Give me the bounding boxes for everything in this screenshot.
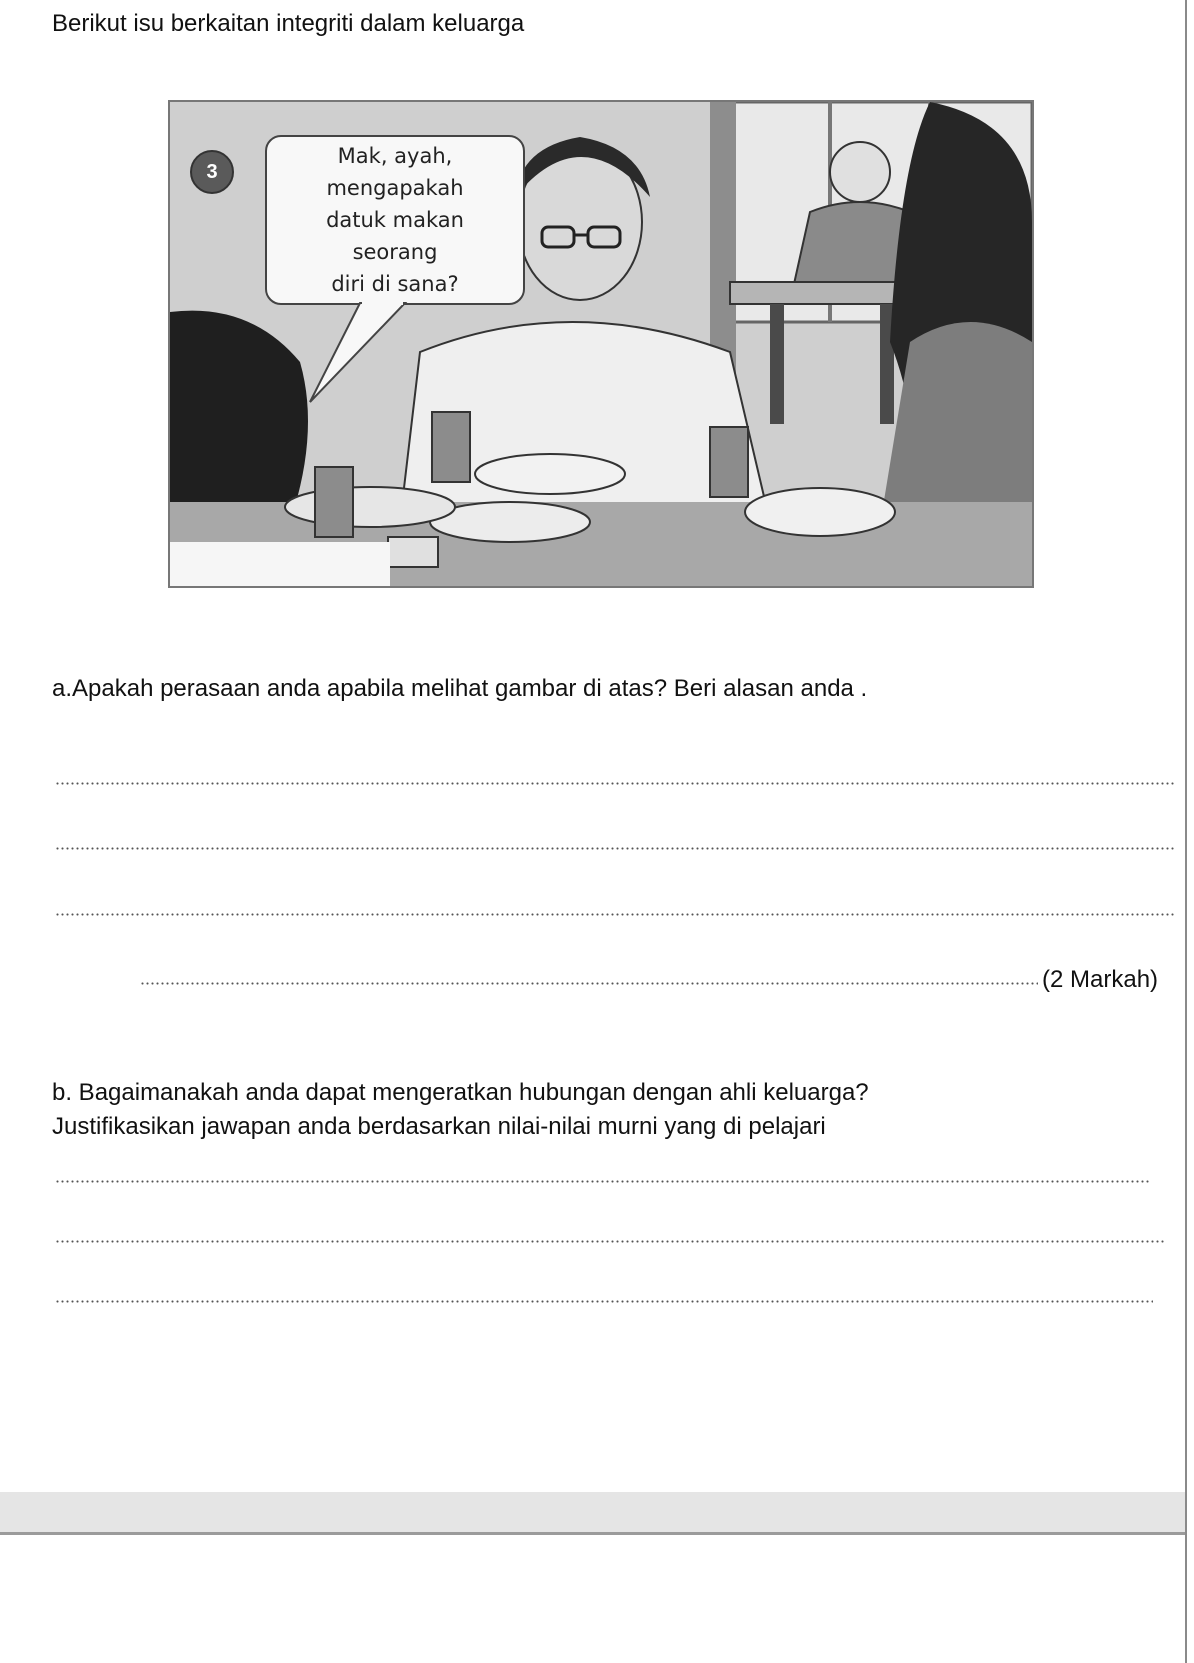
speech-line: datuk makan seorang — [326, 208, 464, 264]
speech-bubble — [265, 135, 525, 305]
family-dinner-illustration — [168, 100, 1034, 588]
speech-line: Mak, ayah, mengapakah — [326, 144, 464, 200]
question-a: a.Apakah perasaan anda apabila melihat gambar di atas? Beri alasan anda . — [52, 675, 868, 702]
answer-line[interactable] — [55, 847, 1175, 850]
answer-line[interactable] — [55, 913, 1175, 916]
page-separator — [0, 1492, 1185, 1535]
page-heading: Berikut isu berkaitan integriti dalam keluarga — [52, 10, 525, 37]
question-b-line-2: Justifikasikan jawapan anda berdasarkan nilai-nilai murni yang di pelajari — [52, 1113, 826, 1140]
panel-number-badge: 3 — [190, 150, 234, 194]
answer-line[interactable] — [55, 782, 1175, 785]
marks-label: (2 Markah) — [1042, 966, 1159, 993]
question-b-line-1: b. Bagaimanakah anda dapat mengeratkan hubungan dengan ahli keluarga? — [52, 1079, 869, 1106]
answer-line[interactable] — [55, 1180, 1150, 1183]
answer-line[interactable] — [55, 1240, 1165, 1243]
answer-line[interactable] — [55, 1300, 1153, 1303]
answer-line[interactable] — [140, 982, 1038, 985]
speech-line: diri di sana? — [331, 272, 459, 296]
